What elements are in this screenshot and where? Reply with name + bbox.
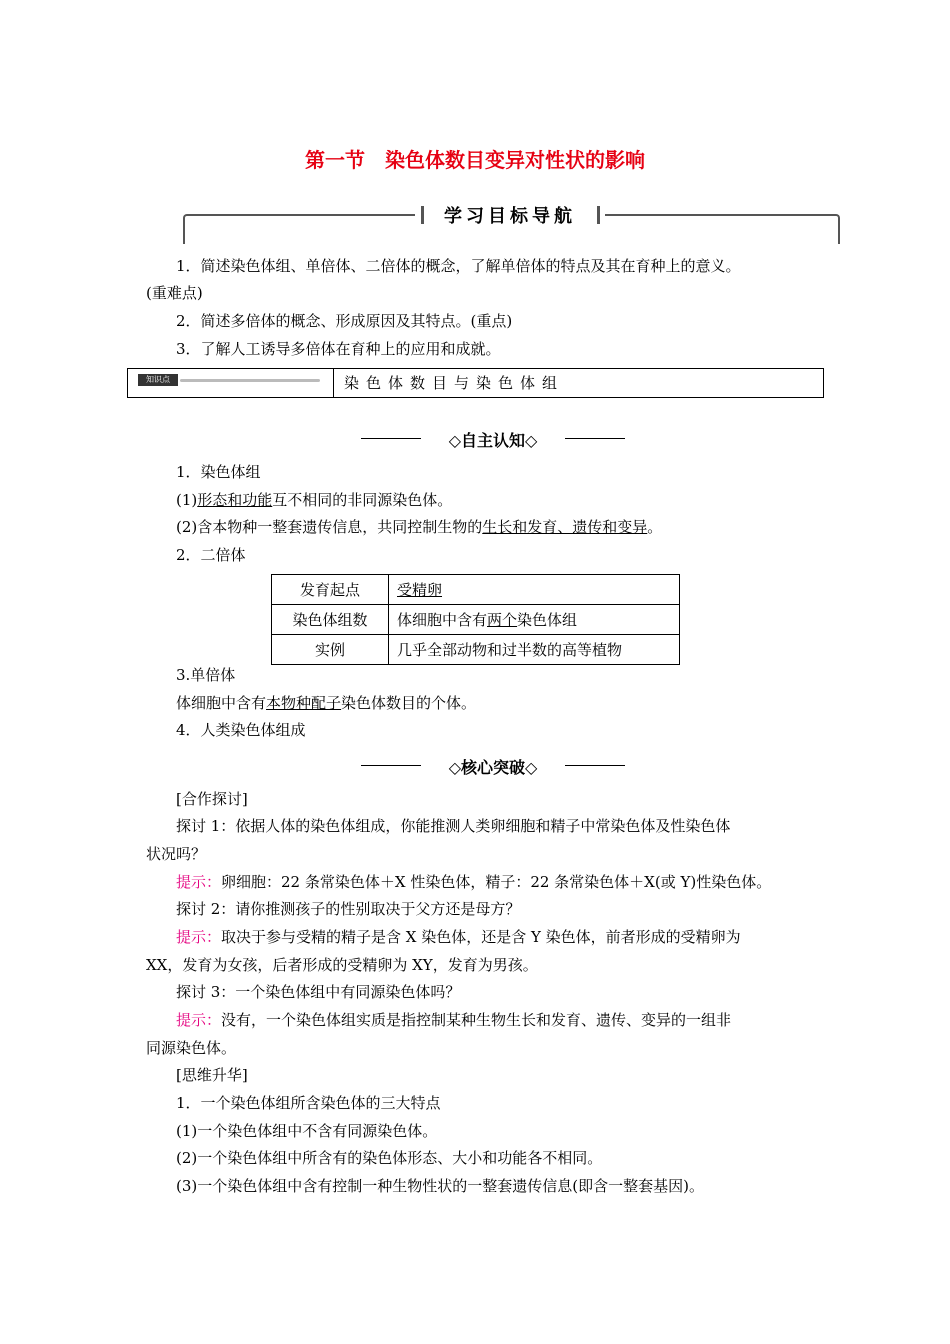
answer-3-cont: 同源染色体。: [146, 1039, 237, 1057]
feature-1: (1)一个染色体组中不含有同源染色体。: [176, 1122, 438, 1140]
banner-bar-left: [421, 206, 424, 224]
banner-bar-right: [597, 206, 600, 224]
question-2: 探讨 2：请你推测孩子的性别取决于父方还是母方？: [176, 900, 521, 918]
table-row: [272, 635, 680, 665]
objectives-banner: [183, 202, 840, 246]
knowledge-point-title: 染色体数目与染色体组: [344, 374, 565, 392]
tip-label: 提示：: [176, 1011, 222, 1029]
objectives-banner-label: 学习目标导航: [415, 202, 605, 226]
answer-1: 提示：卵细胞：22 条常染色体＋X 性染色体，精子：22 条常染色体＋X(或 Y)性染色体。: [176, 873, 772, 891]
table-key: 实例: [272, 635, 389, 665]
table-value: 几乎全部动物和过半数的高等植物: [389, 635, 680, 665]
knowledge-point-separator: [333, 369, 334, 397]
objective-3: 3．了解人工诱导多倍体在育种上的应用和成就。: [176, 340, 501, 358]
section-1-line-2: (2)含本物种一整套遗传信息，共同控制生物的生长和发育、遗传和变异。: [176, 518, 663, 536]
section-1-head: 1．染色体组: [176, 463, 261, 481]
table-key: 染色体组数: [272, 605, 389, 635]
sublimation-head: [思维升华]: [176, 1066, 248, 1084]
knowledge-point-decor: [180, 379, 320, 382]
feature-2: (2)一个染色体组中所含有的染色体形态、大小和功能各不相同。: [176, 1149, 603, 1167]
core-banner: ◇核心突破◇: [361, 755, 625, 778]
table-row: [272, 575, 680, 605]
answer-3: 提示：没有，一个染色体组实质是指控制某种生物生长和发育、遗传、变异的一组非: [176, 1011, 732, 1029]
feature-3: (3)一个染色体组中含有控制一种生物性状的一整套遗传信息(即含一整套基因)。: [176, 1177, 704, 1195]
knowledge-point-tag: 知识点: [138, 374, 178, 386]
section-1-line-1: (1)形态和功能互不相同的非同源染色体。: [176, 491, 453, 509]
objective-1: 1．简述染色体组、单倍体、二倍体的概念，了解单倍体的特点及其在育种上的意义。: [176, 257, 741, 275]
answer-2-cont: XX，发育为女孩，后者形成的受精卵为 XY，发育为男孩。: [146, 956, 538, 974]
table-value: 受精卵: [389, 575, 680, 605]
self-study-banner: ◇自主认知◇: [361, 428, 625, 451]
table-value: 体细胞中含有两个染色体组: [389, 605, 680, 635]
section-4-head: 4．人类染色体组成: [176, 721, 306, 739]
tip-label: 提示：: [176, 873, 222, 891]
knowledge-point-box: [127, 368, 824, 398]
tip-label: 提示：: [176, 928, 222, 946]
table-key: 发育起点: [272, 575, 389, 605]
table-row: [272, 605, 680, 635]
objective-1-cont: (重难点): [146, 284, 203, 302]
question-3: 探讨 3：一个染色体组中有同源染色体吗？: [176, 983, 461, 1001]
page-title: 第一节 染色体数目变异对性状的影响: [305, 148, 645, 172]
question-1: 探讨 1：依据人体的染色体组成，你能推测人类卵细胞和精子中常染色体及性染色体: [176, 817, 731, 835]
diploid-table: [271, 574, 680, 665]
question-1-cont: 状况吗？: [146, 845, 207, 863]
objective-2: 2．简述多倍体的概念、形成原因及其特点。(重点): [176, 312, 513, 330]
section-3-line: 体细胞中含有本物种配子染色体数目的个体。: [176, 694, 477, 712]
discussion-head: [合作探讨]: [176, 790, 248, 808]
answer-2: 提示：取决于参与受精的精子是含 X 染色体，还是含 Y 染色体，前者形成的受精卵为: [176, 928, 741, 946]
features-head: 1．一个染色体组所含染色体的三大特点: [176, 1094, 441, 1112]
section-3-head: 3.单倍体: [176, 666, 236, 684]
section-2-head: 2．二倍体: [176, 546, 246, 564]
